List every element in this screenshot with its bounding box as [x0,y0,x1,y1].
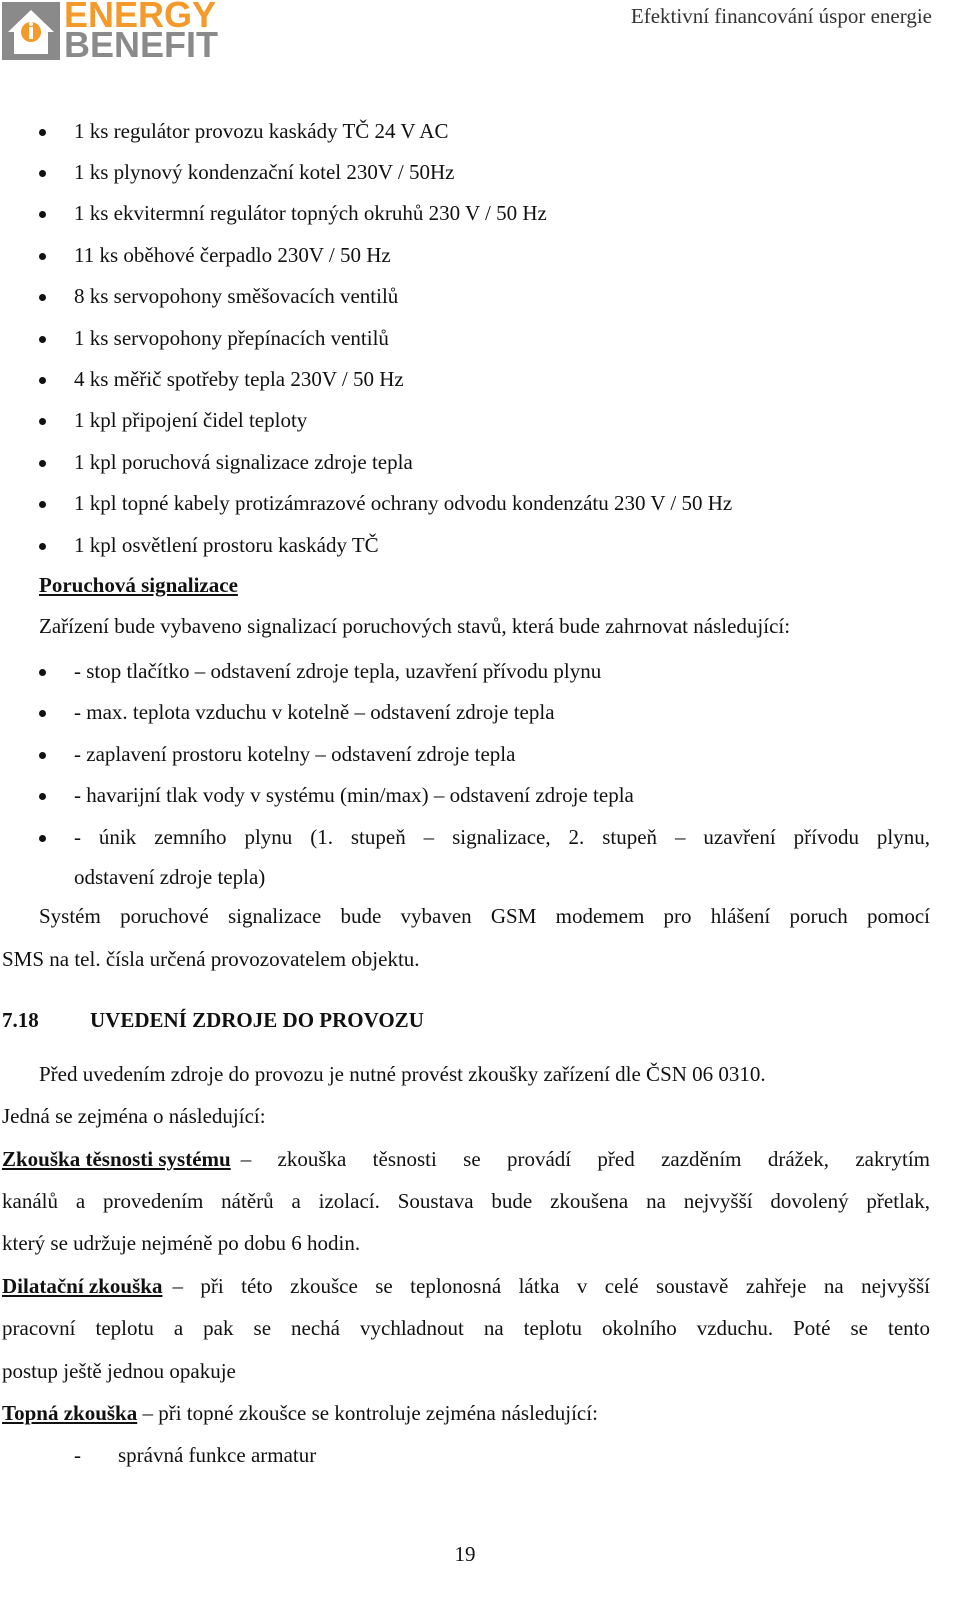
tightness-test-text: – zkouška těsnosti se provádí před zazděním drážek, zakrytím [240,1147,930,1171]
section-intro-line2: Jedná se zejména o následující: [2,1104,266,1128]
list-item: 11 ks oběhové čerpadlo 230V / 50 Hz [74,243,391,267]
dilation-test-label: Dilatační zkouška [2,1274,163,1298]
gsm-paragraph-line2: SMS na tel. čísla určená provozovatelem objektu. [2,947,420,971]
bullet-icon [39,543,46,550]
section-title: UVEDENÍ ZDROJE DO PROVOZU [90,1008,424,1032]
heating-test-label: Topná zkouška [2,1401,138,1425]
gsm-paragraph-line1: Systém poruchové signalizace bude vybaven GSM modemem pro hlášení poruch pomocí [39,904,930,928]
bullet-icon [39,710,46,717]
tightness-test-label: Zkouška těsnosti systému [2,1147,231,1171]
logo-benefit-text: BENEFIT [64,24,219,65]
bullet-icon [39,377,46,384]
tightness-test-line3: který se udržuje nejméně po dobu 6 hodin. [2,1231,361,1255]
list-item: - stop tlačítko – odstavení zdroje tepla, uzavření přívodu plynu [74,659,602,683]
fault-signal-intro: Zařízení bude vybaveno signalizací poruchových stavů, která bude zahrnovat následující: [39,614,791,638]
list-item: 1 ks ekvitermní regulátor topných okruhů 230 V / 50 Hz [74,201,547,225]
list-item: - max. teplota vzduchu v kotelně – odstavení zdroje tepla [74,700,555,724]
house-logo-icon [2,2,60,60]
tightness-test-line2: kanálů a provedením nátěrů a izolací. Soustava bude zkoušena na nejvyšší dovolený přetlak, [2,1189,930,1213]
tightness-test-line1 [2,1147,930,1172]
dilation-test-line2: pracovní teplotu a pak se nechá vychladnout na teplotu okolního vzduchu. Poté se tento [2,1316,930,1340]
list-item: 1 kpl topné kabely protizámrazové ochrany odvodu kondenzátu 230 V / 50 Hz [74,491,733,515]
bullet-icon [39,501,46,508]
list-item-continuation: odstavení zdroje tepla) [74,865,266,889]
page-number: 19 [454,1542,476,1566]
list-item: 4 ks měřič spotřeby tepla 230V / 50 Hz [74,367,404,391]
heating-test-text: – při topné zkoušce se kontroluje zejména následující: [142,1401,598,1425]
bullet-icon [39,418,46,425]
energy-benefit-logo [0,0,240,65]
heating-item: správná funkce armatur [118,1443,317,1467]
list-item: 8 ks servopohony směšovacích ventilů [74,284,399,308]
dilation-test-line1 [2,1274,930,1299]
bullet-icon [39,170,46,177]
list-item: - havarijní tlak vody v systému (min/max) – odstavení zdroje tepla [74,783,634,807]
dilation-test-line3: postup ještě jednou opakuje [2,1359,236,1383]
section-number: 7.18 [2,1008,39,1032]
page-header-title: Efektivní financování úspor energie [630,4,932,28]
list-item: - únik zemního plynu (1. stupeň – signalizace, 2. stupeň – uzavření přívodu plynu, [74,825,930,849]
list-item: 1 ks regulátor provozu kaskády TČ 24 V AC [74,119,449,143]
list-item: 1 ks servopohony přepínacích ventilů [74,326,389,350]
list-item: - zaplavení prostoru kotelny – odstavení zdroje tepla [74,742,516,766]
logo-energy-text: ENERGY [64,0,217,35]
bullet-icon [39,294,46,301]
heating-item-dash: - [74,1443,81,1467]
bullet-icon [39,752,46,759]
section-intro-line1: Před uvedením zdroje do provozu je nutné provést zkoušky zařízení dle ČSN 06 0310. [39,1062,766,1086]
list-item: 1 kpl připojení čidel teploty [74,408,308,432]
list-item: 1 kpl osvětlení prostoru kaskády TČ [74,533,379,557]
bullet-icon [39,793,46,800]
fault-signal-heading: Poruchová signalizace [39,573,238,597]
bullet-icon [39,253,46,260]
heating-test-line1 [2,1401,598,1426]
bullet-icon [39,211,46,218]
bullet-icon [39,669,46,676]
bullet-icon [39,129,46,136]
bullet-icon [39,336,46,343]
bullet-icon [39,835,46,842]
list-item: 1 ks plynový kondenzační kotel 230V / 50Hz [74,160,455,184]
bullet-icon [39,460,46,467]
dilation-test-text: – při této zkoušce se teplonosná látka v celé soustavě zahřeje na nejvyšší [172,1274,930,1298]
list-item: 1 kpl poruchová signalizace zdroje tepla [74,450,413,474]
